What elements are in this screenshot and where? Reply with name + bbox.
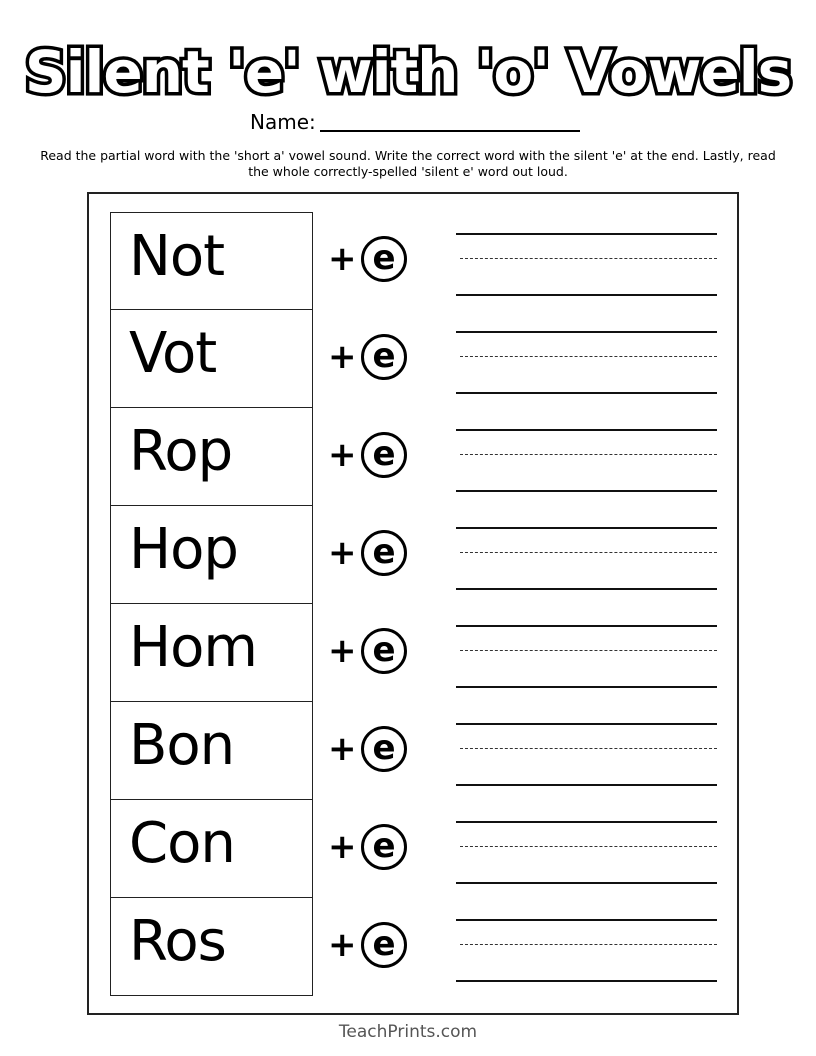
name-field[interactable] [320, 130, 580, 132]
partial-word: Con [129, 811, 235, 876]
writing-line-baseline[interactable] [456, 294, 717, 296]
circled-e-icon: e [361, 628, 407, 674]
circled-e-icon: e [361, 432, 407, 478]
plus-icon: + [328, 827, 357, 867]
partial-word: Vot [129, 321, 217, 386]
writing-line-top[interactable] [456, 527, 717, 529]
partial-word: Not [129, 224, 225, 289]
circled-e-icon: e [361, 530, 407, 576]
writing-line-midline[interactable] [460, 454, 717, 455]
word-cell [110, 310, 313, 408]
worksheet-title: Silent 'e' with 'o' Vowels [24, 38, 792, 106]
word-row [110, 408, 740, 506]
word-cell [110, 898, 313, 996]
writing-line-top[interactable] [456, 821, 717, 823]
writing-line-midline[interactable] [460, 552, 717, 553]
word-row [110, 702, 740, 800]
partial-word: Ros [129, 909, 226, 974]
word-cell [110, 702, 313, 800]
plus-icon: + [328, 925, 357, 965]
writing-line-midline[interactable] [460, 748, 717, 749]
circled-e-icon: e [361, 824, 407, 870]
writing-line-top[interactable] [456, 331, 717, 333]
writing-line-top[interactable] [456, 625, 717, 627]
writing-line-top[interactable] [456, 919, 717, 921]
partial-word: Bon [129, 713, 235, 778]
circled-e-icon: e [361, 236, 407, 282]
word-cell [110, 800, 313, 898]
plus-icon: + [328, 435, 357, 475]
writing-line-top[interactable] [456, 233, 717, 235]
footer-site: TeachPrints.com [338, 1022, 478, 1042]
writing-line-midline[interactable] [460, 258, 717, 259]
word-row [110, 604, 740, 702]
partial-word: Hom [129, 615, 257, 680]
name-row [250, 110, 580, 134]
instructions: Read the partial word with the 'short a' vowel sound. Write the correct word with the silent 'e' at the end. Lastly, read the whole correctly-spelled 'silent e' word out loud. [40, 148, 776, 179]
plus-icon: + [328, 729, 357, 769]
writing-line-baseline[interactable] [456, 686, 717, 688]
writing-line-baseline[interactable] [456, 392, 717, 394]
plus-icon: + [328, 533, 357, 573]
circled-e-icon: e [361, 726, 407, 772]
writing-line-baseline[interactable] [456, 490, 717, 492]
partial-word: Hop [129, 517, 238, 582]
plus-icon: + [328, 239, 357, 279]
writing-line-baseline[interactable] [456, 980, 717, 982]
word-cell [110, 212, 313, 310]
word-row [110, 506, 740, 604]
writing-line-midline[interactable] [460, 846, 717, 847]
plus-icon: + [328, 337, 357, 377]
word-row [110, 898, 740, 996]
word-row [110, 800, 740, 898]
word-row [110, 310, 740, 408]
writing-line-top[interactable] [456, 723, 717, 725]
writing-line-midline[interactable] [460, 650, 717, 651]
writing-line-baseline[interactable] [456, 588, 717, 590]
circled-e-icon: e [361, 334, 407, 380]
writing-line-baseline[interactable] [456, 882, 717, 884]
circled-e-icon: e [361, 922, 407, 968]
word-cell [110, 408, 313, 506]
word-row [110, 212, 740, 310]
writing-line-baseline[interactable] [456, 784, 717, 786]
name-label: Name: [250, 110, 316, 134]
partial-word: Rop [129, 419, 233, 484]
writing-line-top[interactable] [456, 429, 717, 431]
writing-line-midline[interactable] [460, 944, 717, 945]
plus-icon: + [328, 631, 357, 671]
writing-line-midline[interactable] [460, 356, 717, 357]
word-cell [110, 604, 313, 702]
word-cell [110, 506, 313, 604]
